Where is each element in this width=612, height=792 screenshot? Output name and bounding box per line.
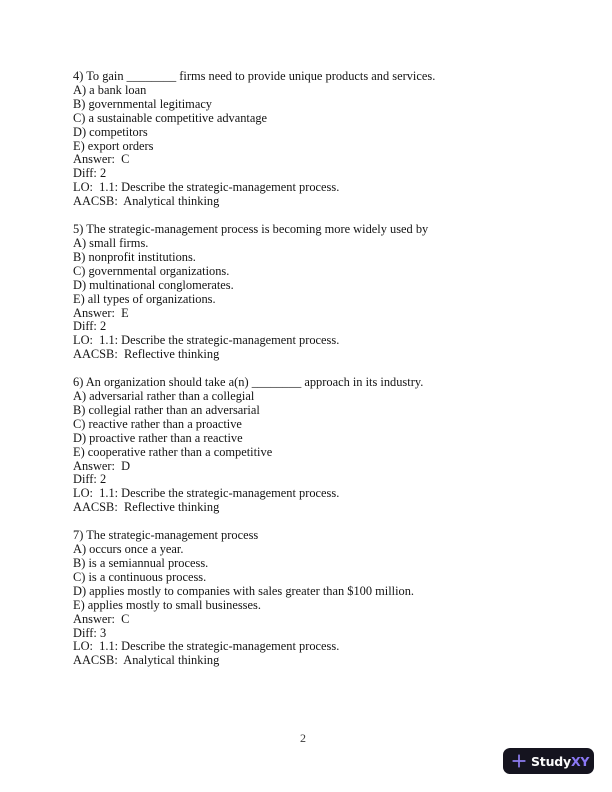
answer-line: Answer: E (73, 305, 129, 320)
question-block (73, 529, 573, 668)
answer-line: Answer: D (73, 458, 131, 473)
learning-objective-line: LO: 1.1: Describe the strategic-management process. (73, 180, 340, 195)
question-option: D) proactive rather than a reactive (73, 430, 243, 445)
question-option: C) a sustainable competitive advantage (73, 110, 268, 125)
aacsb-line: AACSB: Reflective thinking (73, 500, 220, 515)
question-option: A) a bank loan (73, 82, 147, 97)
question-list (73, 70, 573, 682)
question-option: B) nonprofit institutions. (73, 249, 196, 264)
difficulty-line: Diff: 2 (73, 472, 107, 487)
question-option: E) cooperative rather than a competitive (73, 444, 273, 459)
question-option: D) applies mostly to companies with sales greater than $100 million. (73, 583, 415, 598)
question-option: C) governmental organizations. (73, 263, 230, 278)
question-option: E) all types of organizations. (73, 291, 216, 306)
page-number: 2 (300, 731, 306, 745)
question-stem: 7) The strategic-management process (73, 528, 259, 543)
question-option: B) is a semiannual process. (73, 556, 209, 570)
logo-text (531, 754, 589, 769)
question-option: C) is a continuous process. (73, 569, 207, 584)
difficulty-line: Diff: 2 (73, 166, 107, 181)
question-option: C) reactive rather than a proactive (73, 416, 242, 431)
question-option: E) applies mostly to small businesses. (73, 597, 261, 612)
question-stem: 4) To gain ________ firms need to provide unique products and services. (73, 69, 436, 83)
question-block (73, 223, 573, 362)
question-option: B) governmental legitimacy (73, 96, 213, 111)
plus-icon (512, 754, 526, 768)
question-stem: 6) An organization should take a(n) ________ approach in its industry. (73, 375, 424, 390)
learning-objective-line: LO: 1.1: Describe the strategic-management process. (73, 486, 340, 501)
question-option: A) occurs once a year. (73, 542, 184, 557)
difficulty-line: Diff: 3 (73, 625, 107, 640)
question-option: E) export orders (73, 138, 154, 153)
studyxy-logo-badge (503, 748, 594, 774)
logo-text-study: Study (531, 753, 571, 769)
question-option: B) collegial rather than an adversarial (73, 402, 260, 417)
question-option: A) adversarial rather than a collegial (73, 389, 255, 404)
aacsb-line: AACSB: Reflective thinking (73, 347, 220, 362)
answer-line: Answer: C (73, 611, 130, 626)
question-option: D) multinational conglomerates. (73, 277, 234, 292)
difficulty-line: Diff: 2 (73, 319, 107, 334)
question-block (73, 70, 573, 209)
logo-text-xy: XY (570, 753, 590, 769)
learning-objective-line: LO: 1.1: Describe the strategic-management process. (73, 639, 340, 654)
learning-objective-line: LO: 1.1: Describe the strategic-management process. (73, 333, 340, 348)
aacsb-line: AACSB: Analytical thinking (73, 653, 220, 668)
question-option: D) competitors (73, 124, 148, 139)
answer-line: Answer: C (73, 152, 130, 167)
aacsb-line: AACSB: Analytical thinking (73, 194, 220, 209)
question-option: A) small firms. (73, 235, 149, 250)
question-stem: 5) The strategic-management process is becoming more widely used by (73, 222, 429, 237)
question-block (73, 376, 573, 515)
